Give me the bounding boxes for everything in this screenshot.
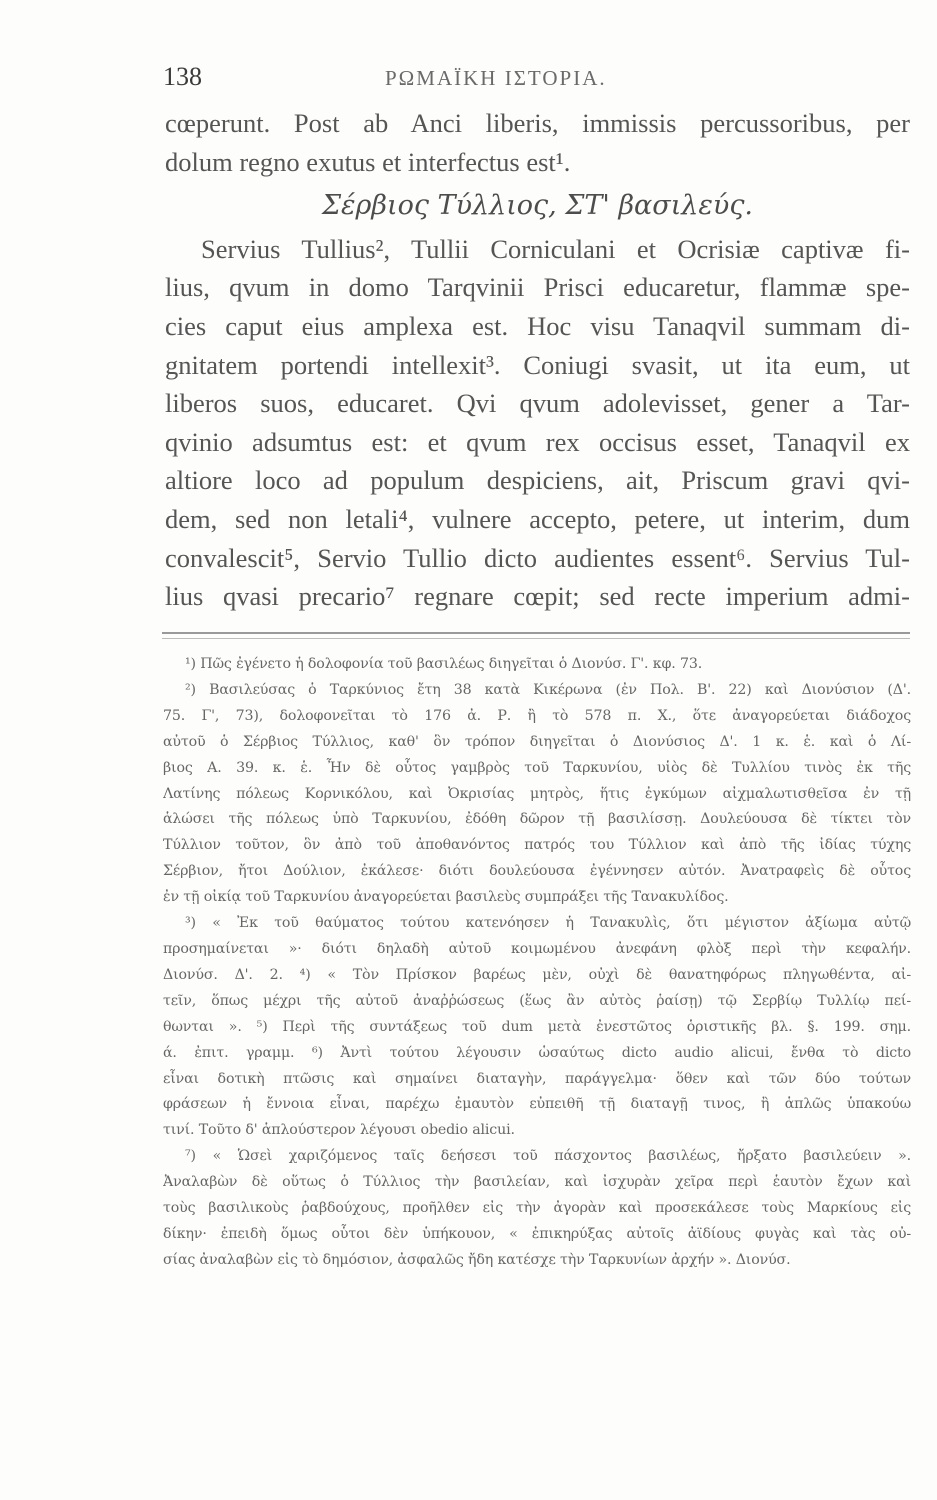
- footnote-line: τινί. Τοῦτο δ' ἁπλούστερον λέγουσι obedio alicui.: [163, 1122, 515, 1139]
- footnote-line: σίας ἀναλαβὼν εἰς τὸ δημόσιον, ἀσφαλῶς ἤδη κατέσχε τὴν Ταρκυνίων ἀρχήν ». Διονύσ.: [163, 1251, 791, 1268]
- footnote-line: ά. ἐπιτ. γραμμ. ⁶) Ἀντὶ τούτου λέγουσιν ὡσαύτως dicto audio alicui, ἔνθα τὸ dicto: [163, 1044, 911, 1061]
- footnote-line: Σέρβιον, ἤτοι Δούλιον, ἐκάλεσε· διότι δουλεύουσα ἐγέννησεν αὐτόν. Ἀνατραφεὶς δὲ οὗτος: [163, 863, 911, 880]
- footnote-line: τοὺς βασιλικοὺς ῥαβδούχους, προῆλθεν εἰς τὴν ἀγορὰν καὶ προσεκάλεσε τοὺς Μαρκίους εἰς: [163, 1200, 911, 1217]
- footnote-line: εἶναι δοτικὴ πτῶσις καὶ σημαίνει διαταγὴν, παράγγελμα· ὅθεν καὶ τῶν δύο τούτων: [163, 1070, 911, 1087]
- footnote-3-6: [163, 911, 911, 1144]
- footnote-line: Διονύσ. Δ'. 2. ⁴) « Τὸν Πρίσκον βαρέως μὲν, οὐχὶ δὲ θανατηφόρως πληγωθέντα, αἰ-: [163, 966, 911, 983]
- text-line: altiore loco ad populum despiciens, ait, Priscum gravi qvi-: [165, 465, 910, 496]
- footnote-line: τεῖν, ὅπως μέχρι τῆς αὐτοῦ ἀναῤῥώσεως (ἕως ἂν αὐτὸς ῥαίσῃ) τῷ Σερβίῳ Τυλλίῳ πεί-: [163, 992, 911, 1009]
- text-line: gnitatem portendi intellexit³. Coniugi svasit, ut ita eum, ut: [165, 349, 910, 380]
- footnote-line: θωνται ». ⁵) Περὶ τῆς συντάξεως τοῦ dum μετὰ ἐνεστῶτος ὁριστικῆς βλ. §. 199. σημ.: [163, 1018, 911, 1035]
- footnote-divider: [162, 632, 910, 639]
- footnotes: [163, 652, 911, 1274]
- text-line: dem, sed non letali⁴, vulnere accepto, petere, ut interim, dum: [165, 503, 910, 534]
- footnote-2: [163, 678, 911, 911]
- section-title: Σέρβιος Τύλλιος, ΣΤ' βασιλεύς.: [321, 190, 754, 222]
- footnote-line: αὐτοῦ ὁ Σέρβιος Τύλλιος, καθ' ὃν τρόπον διηγεῖται ὁ Διονύσιος Δ'. 1 κ. ἑ. καὶ ὁ Λί-: [163, 733, 911, 750]
- text-line: convalescit⁵, Servio Tullio dicto audientes essent⁶. Servius Tul-: [165, 542, 910, 573]
- text-line: Servius Tullius², Tullii Corniculani et Ocrisiæ captivæ fi-: [201, 233, 910, 264]
- footnote-line: προσημαίνεται »· διότι δηλαδὴ αὐτοῦ κοιμωμένου ἀνεφάνη φλὸξ περὶ τὴν κεφαλήν.: [163, 940, 911, 957]
- footnote-line: Τύλλιον τοῦτον, ὃν ἀπὸ τοῦ ἀποθανόντος πατρός του Τύλλιον καὶ ἀπὸ τῆς ἰδίας τύχης: [163, 837, 911, 854]
- footnote-line: ³) « Ἐκ τοῦ θαύματος τούτου κατενόησεν ἡ Τανακυλὶς, ὅτι μέγιστον ἀξίωμα αὐτῷ: [185, 915, 911, 932]
- footnote-line: δίκην· ἐπειδὴ ὅμως οὗτοι δὲν ὑπήκουον, « ἐπικηρύξας αὐτοῖς ἀϊδίους φυγὰς καὶ τὰς οὐ-: [163, 1225, 911, 1242]
- text-line: liberos suos, educaret. Qvi qvum adolevisset, gener a Tar-: [165, 388, 910, 419]
- body-paragraph: [165, 230, 910, 616]
- footnote-1: [163, 652, 911, 678]
- intro-paragraph: [165, 104, 910, 181]
- text-line: lius, qvum in domo Tarqvinii Prisci educaretur, flammæ spe-: [165, 272, 910, 303]
- footnote-line: ⁷) « Ὡσεὶ χαριζόμενος ταῖς δεήσεσι τοῦ πάσχοντος βασιλέως, ἤρξατο βασιλεύειν ».: [185, 1148, 911, 1165]
- footnote-line: ¹) Πῶς ἐγένετο ἡ δολοφονία τοῦ βασιλέως διηγεῖται ὁ Διονύσ. Γ'. κφ. 73.: [185, 656, 703, 672]
- running-head: ΡΩΜΑΪΚΗ ΙΣΤΟΡΙΑ.: [385, 66, 607, 90]
- footnote-line: 75. Γ', 73), δολοφονεῖται τὸ 176 ἀ. Ρ. ἢ τὸ 578 π. Χ., ὅτε ἀναγορεύεται διάδοχος: [163, 707, 911, 724]
- footnote-line: βιος Α. 39. κ. ἑ. Ἦν δὲ οὗτος γαμβρὸς τοῦ Ταρκυνίου, υἱὸς δὲ Τυλλίου τινὸς ἐκ τῆς: [163, 759, 911, 776]
- footnote-line: φράσεων ἡ ἔννοια εἶναι, παρέχω ἐμαυτὸν εὐπειθῆ τῇ διαταγῇ τινος, ἢ ἁπλῶς ὑπακούω: [163, 1096, 911, 1113]
- page-number: 138: [163, 62, 202, 91]
- main-text: [165, 104, 910, 616]
- text-line: cies caput eius amplexa est. Hoc visu Tanaqvil summam di-: [165, 310, 910, 341]
- text-line: dolum regno exutus et interfectus est¹.: [165, 146, 571, 177]
- footnote-line: ἐν τῇ οἰκίᾳ τοῦ Ταρκυνίου ἀναγορεύεται βασιλεὺς συμπράξει τῆς Τανακυλίδος.: [163, 889, 729, 906]
- footnote-line: ἁλώσει τῆς πόλεως ὑπὸ Ταρκυνίου, ἐδόθη δῶρον τῇ βασιλίσσῃ. Δουλεύουσα δὲ τίκτει τὸν: [163, 811, 911, 828]
- text-line: cœperunt. Post ab Anci liberis, immissis percussoribus, per: [165, 108, 910, 138]
- footnote-line: Ἀναλαβὼν δὲ οὕτως ὁ Τύλλιος τὴν βασιλείαν, καὶ ἰσχυρὰν χεῖρα περὶ ἑαυτὸν ἔχων καὶ: [163, 1174, 911, 1191]
- page-header: [163, 62, 903, 96]
- footnote-line: Λατίνης πόλεως Κορνικόλου, καὶ Ὀκρισίας μητρὸς, ἥτις ἐγκύμων αἰχμαλωτισθεῖσα ἐν τῇ: [163, 785, 911, 802]
- footnote-line: ²) Βασιλεύσας ὁ Ταρκύνιος ἔτη 38 κατὰ Κικέρωνα (ἐν Πολ. Β'. 22) καὶ Διονύσιον (Δ'.: [185, 681, 911, 698]
- footnote-7: [163, 1144, 911, 1274]
- text-line: qvinio adsumtus est: et qvum rex occisus esset, Tanaqvil ex: [165, 426, 910, 457]
- text-line: lius qvasi precario⁷ regnare cœpit; sed recte imperium admi-: [165, 581, 910, 612]
